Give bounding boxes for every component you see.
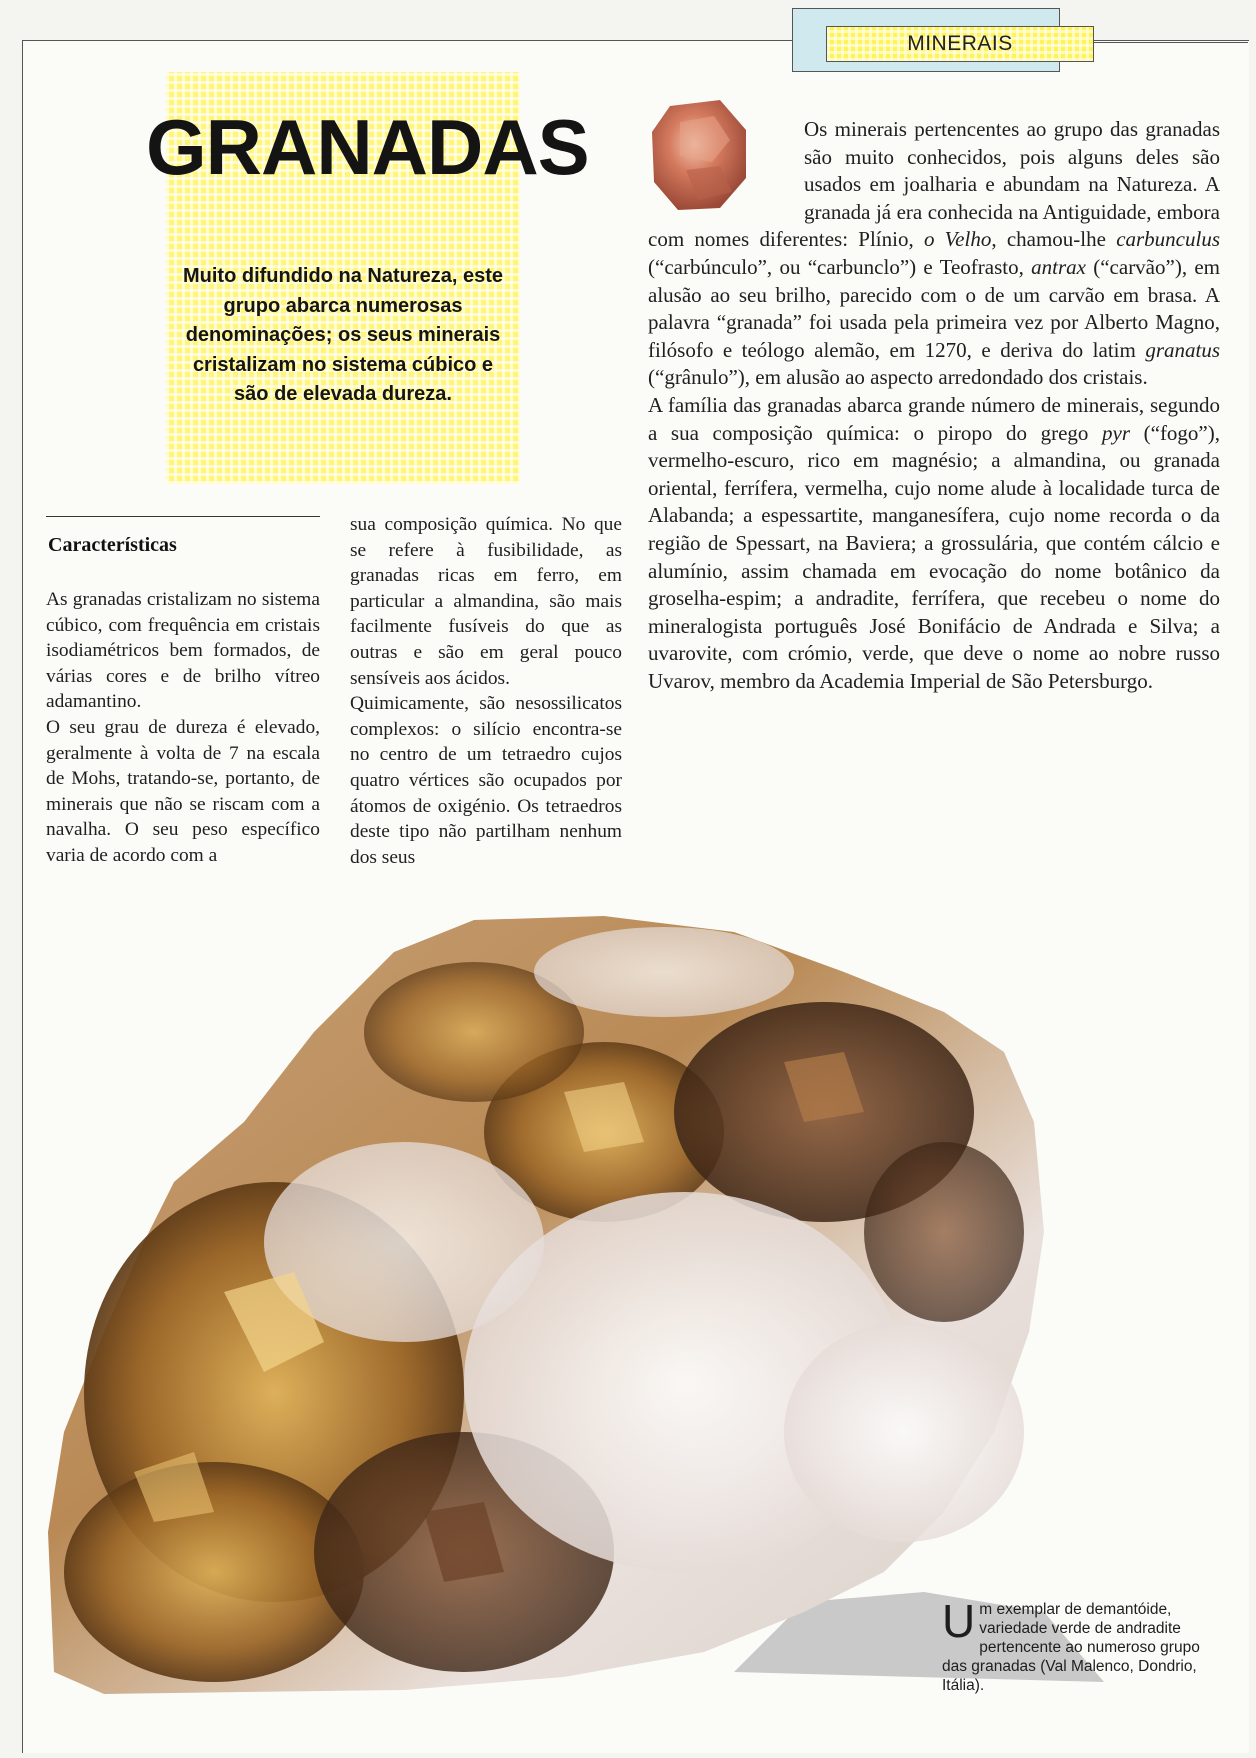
main-text	[648, 116, 1220, 695]
section-tab-label: MINERAIS	[907, 32, 1013, 55]
image-wrap-space	[648, 116, 804, 226]
demantoid-mineral-photo	[44, 912, 1124, 1702]
main-paragraph-2	[648, 392, 1220, 696]
sidebar-paragraph: sua composição química. No que se refere à fusibilidade, as granadas ricas em ferro, em particular a almandina, são mais facilmente fusíveis do que as outras e são em geral pouco sensíveis aos ácidos.	[350, 514, 622, 689]
figure-caption	[942, 1595, 1224, 1695]
sidebar-paragraph: Quimicamente, são nesossilicatos complexos: o silício encontra-se no centro de um tetraedro cujos quatro vértices são ocupados por átomos de oxigénio. Os tetraedros deste tipo não partilham nenhum dos seus	[350, 693, 622, 868]
text-run: A família das granadas abarca grande número de minerais, segundo a sua composição química: o piropo do grego	[648, 392, 1220, 445]
text-run-italic: carbunculus	[1116, 227, 1221, 252]
text-run: (“carvão”), em alusão ao seu brilho, parecido com o de um carvão em brasa. A palavra “granada” foi usada pela primeira vez por Alberto Magno, filósofo e teólogo alemão, em 1270, e deriva do latim	[648, 254, 1220, 362]
sidebar-heading: Características	[48, 534, 177, 556]
text-run: Os minerais pertencentes ao grupo das granadas são muito conhecidos, pois alguns deles são usados em joalharia e abundam na Natureza. A granada já era conhecida na Antiguidade, embora com nomes diferentes: Plínio,	[648, 117, 1220, 252]
tab-rule	[1092, 42, 1248, 43]
text-run: (“carbúnculo”, ou “carbunclo”) e Teofrasto,	[648, 254, 1032, 279]
text-run-italic: o Velho	[923, 227, 992, 252]
sidebar-column-1	[46, 587, 320, 869]
text-run-italic: pyr	[1102, 420, 1131, 445]
caption-initial: U	[942, 1595, 976, 1647]
lead-text: Muito difundido na Natureza, este grupo abarca numerosas denominações; os seus minerais cristalizam no sistema cúbico e são de elevada dureza.	[182, 265, 503, 405]
sidebar-column-2	[350, 512, 622, 870]
text-run: (“fogo”), vermelho-escuro, rico em magnésio; a almandina, ou granada oriental, ferrífera, vermelha, cujo nome alude à localidade turca de Alabanda; a espessartite, manganesífera, cujo nome recorda o da região de Spessart, na Baviera; a grossulária, que contém cálcio e alumínio, assim chamada em evocação do nome botânico da groselha-espim; a andradite, ferrífera, que recebeu o nome do mineralogista português José Bonifácio de Andrada e Silva; a uvarovite, com crómio, verde, que deve o nome ao nobre russo Uvarov, membro da Academia Imperial de São Petersburgo.	[648, 420, 1220, 693]
sidebar-paragraph: O seu grau de dureza é elevado, geralmente à volta de 7 na escala de Mohs, tratando-se, portanto, de minerais que não se riscam com a navalha. O seu peso específico varia de acordo com a	[46, 716, 320, 866]
text-run-italic: granatus	[1145, 337, 1220, 362]
page-title: GRANADAS	[146, 103, 589, 191]
sidebar-paragraph: As granadas cristalizam no sistema cúbico, com frequência em cristais isodiamétricos bem formados, de várias cores e de brilho vítreo adamantino.	[46, 589, 320, 713]
text-run: , chamou-lhe	[991, 227, 1117, 252]
caption-text: m exemplar de demantóide, variedade verde de andradite pertencente ao numeroso grupo das granadas (Val Malenco, Dondrio, Itália).	[942, 1601, 1200, 1694]
text-run: (“grânulo”), em alusão ao aspecto arredondado dos cristais.	[648, 365, 1148, 390]
section-tab	[826, 26, 1094, 62]
text-run-italic: antrax	[1031, 254, 1086, 279]
sidebar-rule	[46, 516, 320, 517]
